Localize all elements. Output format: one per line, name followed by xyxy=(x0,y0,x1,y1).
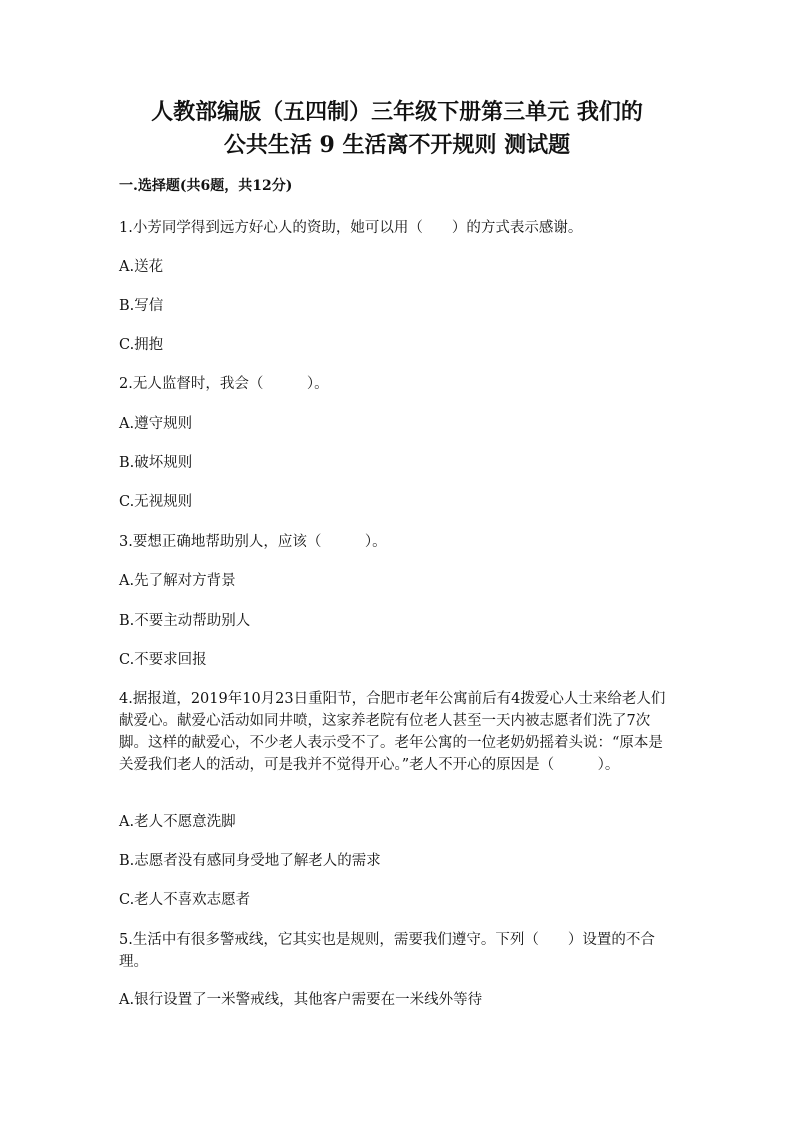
question-1-option-a: A.送花 xyxy=(119,259,164,275)
question-3-option-c: C.不要求回报 xyxy=(119,652,207,668)
question-1-option-b: B.写信 xyxy=(119,298,164,314)
question-4-option-b: B.志愿者没有感同身受地了解老人的需求 xyxy=(119,853,381,869)
question-4-option-c: C.老人不喜欢志愿者 xyxy=(119,892,251,908)
question-4-option-a: A.老人不愿意洗脚 xyxy=(119,814,236,830)
question-4-stem: 4.据报道，2019年10月23日重阳节，合肥市老年公寓前后有4拨爱心人士来给老人们献爱心。献爱心活动如同井喷，这家养老院有位老人甚至一天内被志愿者们洗了7次脚。这样的献爱心，不少老人表示受不了。老年公寓的一位老奶奶摇着头说：“原本是关爱我们老人的活动，可是我并不觉得开心。”老人不开心的原因是（ ）。 xyxy=(119,691,666,773)
question-2-option-b: B.破坏规则 xyxy=(119,455,193,471)
question-2-option-c: C.无视规则 xyxy=(119,494,193,510)
document-title-line-2: 公共生活 9 生活离不开规则 测试题 xyxy=(223,132,571,158)
section-heading: 一.选择题(共6题，共12分) xyxy=(119,178,293,194)
question-1-stem: 1.小芳同学得到远方好心人的资助，她可以用（ ）的方式表示感谢。 xyxy=(119,220,583,236)
document-title-line-1: 人教部编版（五四制）三年级下册第三单元 我们的 xyxy=(151,99,643,125)
question-1-option-c: C.拥抱 xyxy=(119,337,164,353)
question-3-option-b: B.不要主动帮助别人 xyxy=(119,613,251,629)
question-3-stem: 3.要想正确地帮助别人，应该（ ）。 xyxy=(119,534,387,550)
question-5-stem: 5.生活中有很多警戒线，它其实也是规则，需要我们遵守。下列（ ）设置的不合理。 xyxy=(119,932,655,970)
question-3-option-a: A.先了解对方背景 xyxy=(119,573,236,589)
question-5-option-a: A.银行设置了一米警戒线，其他客户需要在一米线外等待 xyxy=(119,992,483,1008)
question-2-option-a: A.遵守规则 xyxy=(119,416,193,432)
question-2-stem: 2.无人监督时，我会（ ）。 xyxy=(119,376,329,392)
